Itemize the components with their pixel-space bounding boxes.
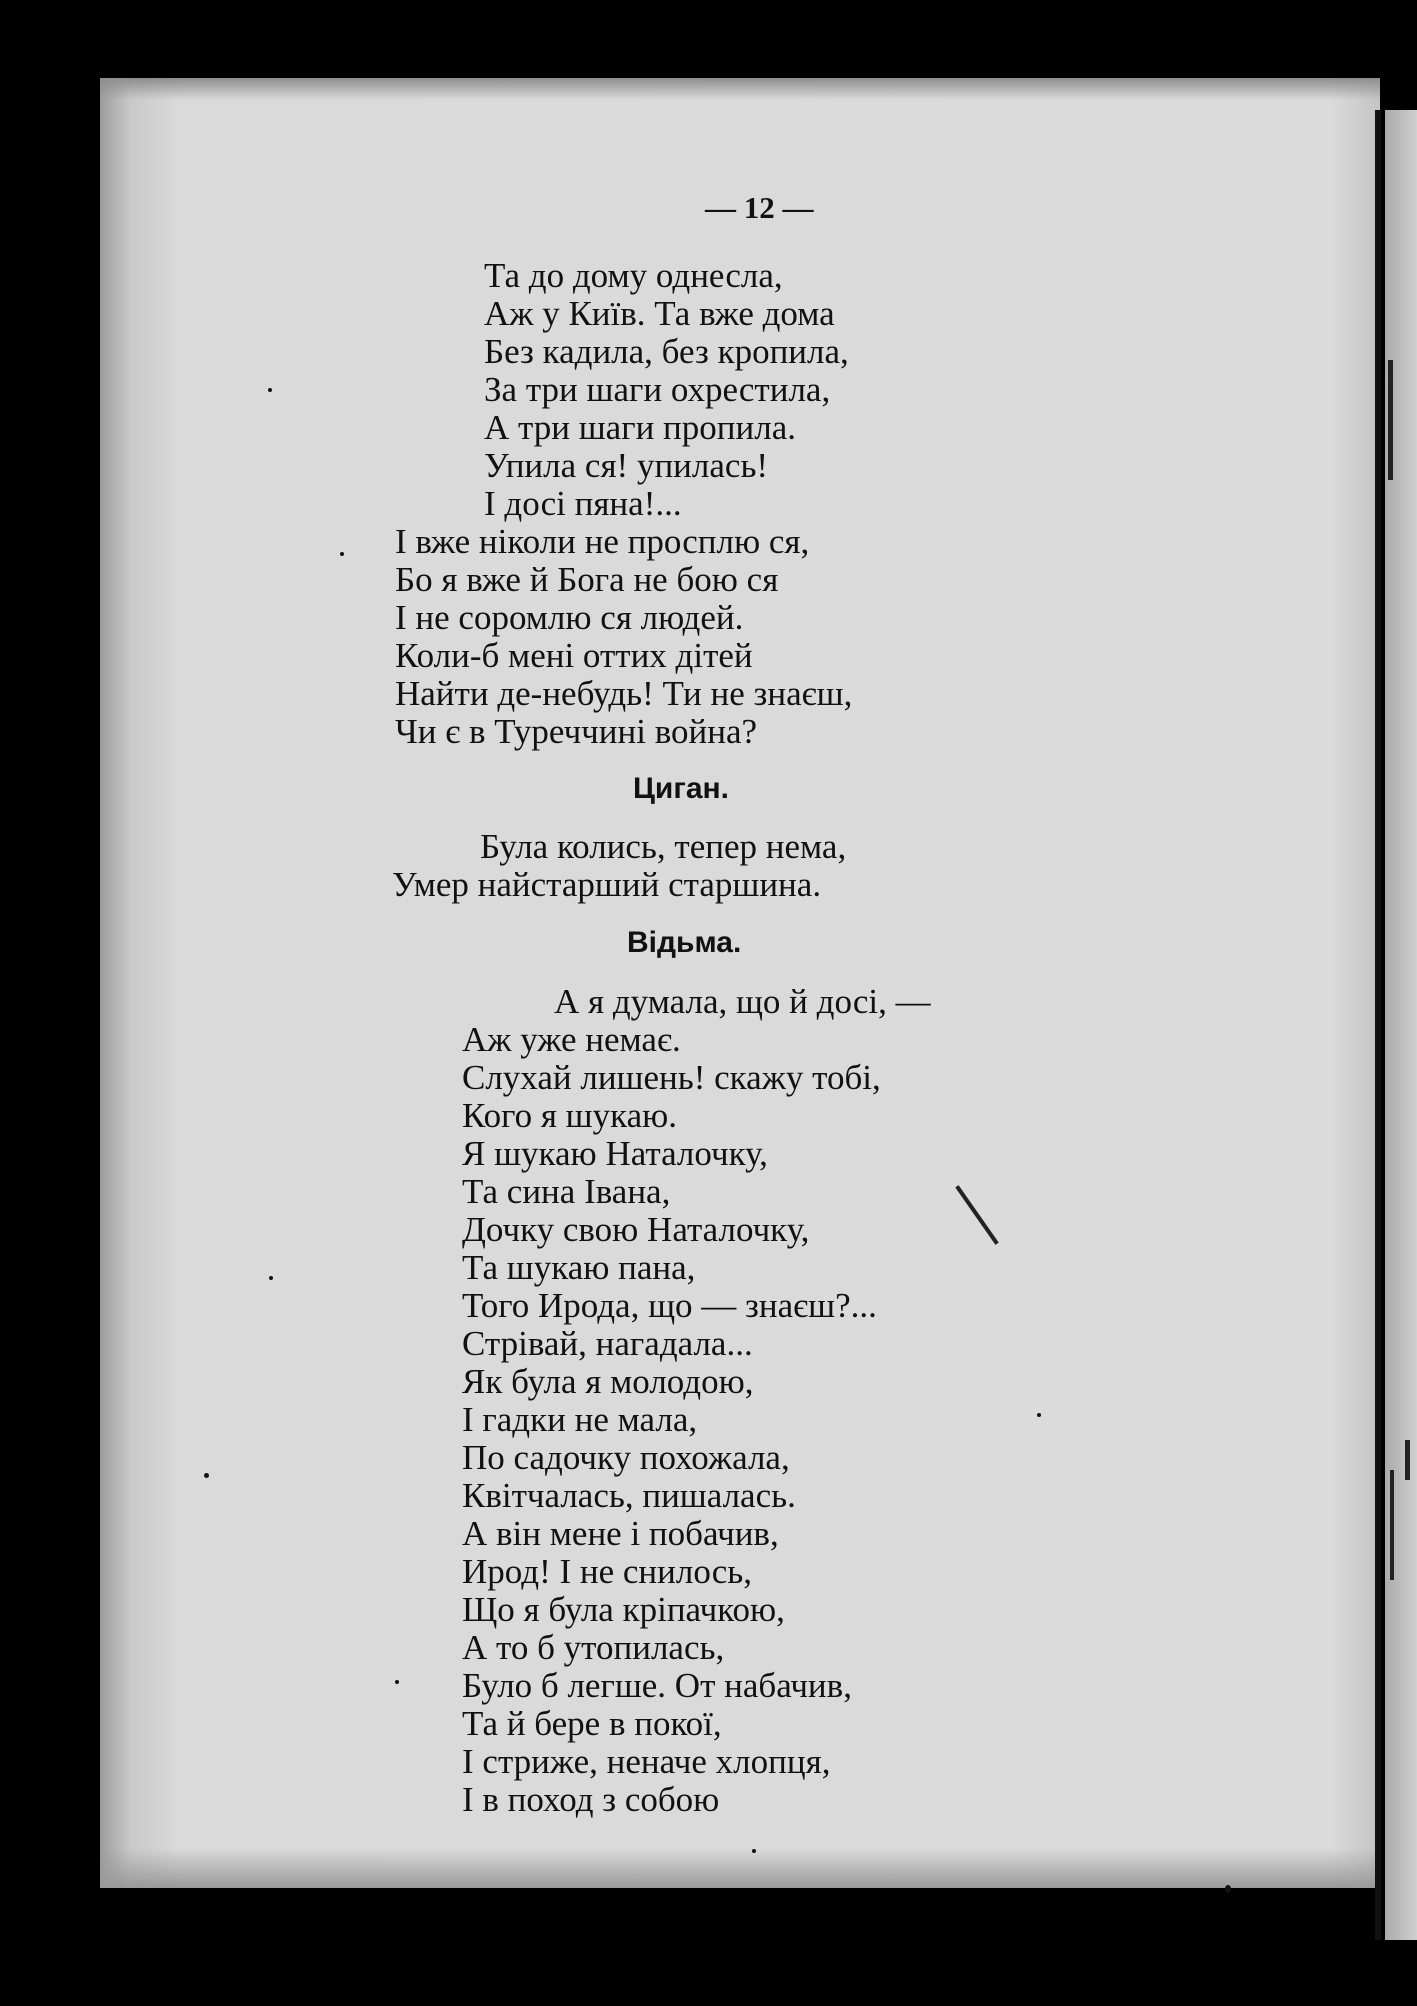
verse-line: А я думала, що й досі, — (554, 982, 931, 1021)
verse-line: Як була я молодою, (462, 1362, 754, 1401)
verse-line: Стрівай, нагадала... (462, 1324, 753, 1363)
verse-line: Та до дому однесла, (484, 256, 783, 295)
speaker-heading-gypsy: Циган. (633, 772, 729, 805)
scan-speck (269, 1276, 273, 1280)
verse-block-3 (392, 828, 846, 904)
scan-speck (268, 388, 272, 392)
verse-line: І досі пяна!... (484, 484, 682, 523)
verse-line: Чи є в Туреччині война? (395, 712, 758, 751)
verse-line: Коли-б мені оттих дітей (395, 636, 753, 675)
verse-line: Найти де-небудь! Ти не знаєш, (395, 674, 853, 713)
verse-line: Та й бере в покої, (462, 1704, 722, 1743)
scan-speck (1037, 1413, 1041, 1417)
page-fold-shadow (1375, 110, 1381, 1940)
scan-scratch (1388, 360, 1393, 480)
verse-line: Квітчалась, пишалась. (462, 1476, 796, 1515)
scan-scratch (1405, 1440, 1410, 1480)
verse-line: А то б утопилась, (462, 1628, 725, 1667)
verse-line: А він мене і побачив, (462, 1514, 779, 1553)
verse-line: Упила ся! упилась! (484, 446, 769, 485)
verse-block-4 (462, 983, 931, 1819)
scan-scratch (1390, 1470, 1394, 1580)
scan-speck (340, 552, 344, 556)
verse-line: Була колись, тепер нема, (480, 827, 847, 866)
verse-line: І не соромлю ся людей. (395, 598, 744, 637)
verse-line: Бо я вже й Бога не бою ся (395, 560, 779, 599)
verse-line: Кого я шукаю. (462, 1096, 678, 1135)
verse-line: Умер найстарший старшина. (392, 865, 822, 904)
verse-line: Слухай лишень! скажу тобі, (462, 1058, 881, 1097)
verse-line: Та шукаю пана, (462, 1248, 696, 1287)
scan-speck (395, 1680, 399, 1684)
verse-line: Без кадила, без кропила, (484, 332, 849, 371)
verse-line: І стриже, неначе хлопця, (462, 1742, 831, 1781)
verse-line: І в поход з собою (462, 1780, 720, 1819)
verse-line: Дочку свою Наталочку, (462, 1210, 810, 1249)
verse-line: Я шукаю Наталочку, (462, 1134, 768, 1173)
scan-speck (752, 1849, 756, 1853)
scan-speck (204, 1473, 209, 1478)
verse-line: І гадки не мала, (462, 1400, 698, 1439)
verse-line: Що я була кріпачкою, (462, 1590, 785, 1629)
verse-line: А три шаги пропила. (484, 408, 796, 447)
verse-line: Та сина Івана, (462, 1172, 671, 1211)
verse-line: Аж у Київ. Та вже дома (484, 294, 835, 333)
scan-speck (1225, 1885, 1231, 1893)
verse-line: І вже ніколи не просплю ся, (395, 522, 810, 561)
speaker-heading-witch: Відьма. (627, 926, 742, 959)
page-number: — 12 — (705, 190, 814, 225)
verse-line: По садочку похожала, (462, 1438, 790, 1477)
verse-block-1 (484, 257, 849, 523)
verse-line: Аж уже немає. (462, 1020, 681, 1059)
verse-line: Того Ирода, що — знаєш?... (462, 1286, 877, 1325)
verse-line: Ирод! І не снилось, (462, 1552, 752, 1591)
verse-line: Було б легше. От набачив, (462, 1666, 852, 1705)
verse-line: За три шаги охрестила, (484, 370, 831, 409)
verse-block-2 (395, 523, 852, 751)
